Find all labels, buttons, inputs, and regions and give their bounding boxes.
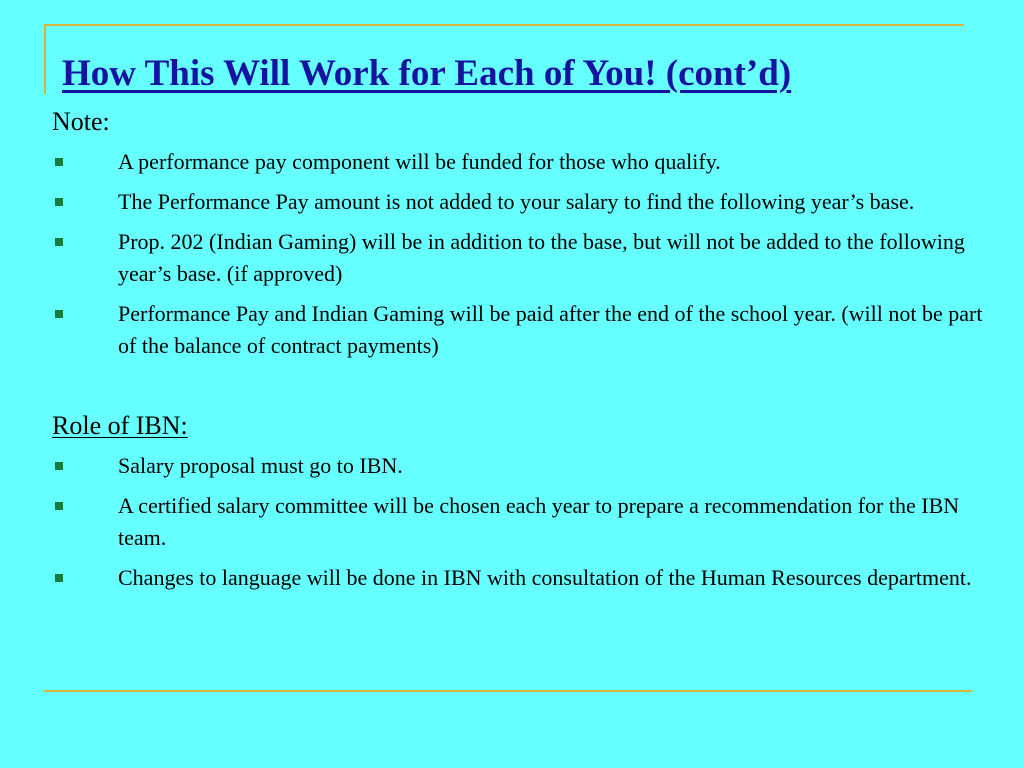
square-bullet-icon <box>55 502 63 510</box>
left-accent-line <box>44 24 46 94</box>
bullet-text: Salary proposal must go to IBN. <box>118 453 403 478</box>
bullet-text: A performance pay component will be funded for those who qualify. <box>118 149 721 174</box>
square-bullet-icon <box>55 574 63 582</box>
section-spacer <box>52 370 992 410</box>
bullet-text: Performance Pay and Indian Gaming will be paid after the end of the school year. (will not be part of the balance of contract payments) <box>118 301 983 358</box>
square-bullet-icon <box>55 238 63 246</box>
top-accent-line <box>44 24 964 26</box>
list-item <box>52 186 992 218</box>
bottom-accent-line <box>44 690 972 692</box>
slide-title: How This Will Work for Each of You! (cont’d) <box>62 53 792 94</box>
bullet-text: Prop. 202 (Indian Gaming) will be in addition to the base, but will not be added to the following year’s base. (if approved) <box>118 229 965 286</box>
bullet-text: Changes to language will be done in IBN with consultation of the Human Resources department. <box>118 565 972 590</box>
square-bullet-icon <box>55 310 63 318</box>
slide-content <box>52 106 992 602</box>
list-item <box>52 298 992 362</box>
section-heading-role-of-ibn: Role of IBN: <box>52 411 188 440</box>
list-item <box>52 490 992 554</box>
square-bullet-icon <box>55 158 63 166</box>
note-bullet-list <box>52 146 992 362</box>
square-bullet-icon <box>55 462 63 470</box>
square-bullet-icon <box>55 198 63 206</box>
list-item <box>52 450 992 482</box>
section-heading-note: Note: <box>52 107 110 136</box>
list-item <box>52 146 992 178</box>
bullet-text: The Performance Pay amount is not added to your salary to find the following year’s base. <box>118 189 915 214</box>
ibn-bullet-list <box>52 450 992 594</box>
bullet-text: A certified salary committee will be chosen each year to prepare a recommendation for the IBN team. <box>118 493 960 550</box>
list-item <box>52 562 992 594</box>
list-item <box>52 226 992 290</box>
